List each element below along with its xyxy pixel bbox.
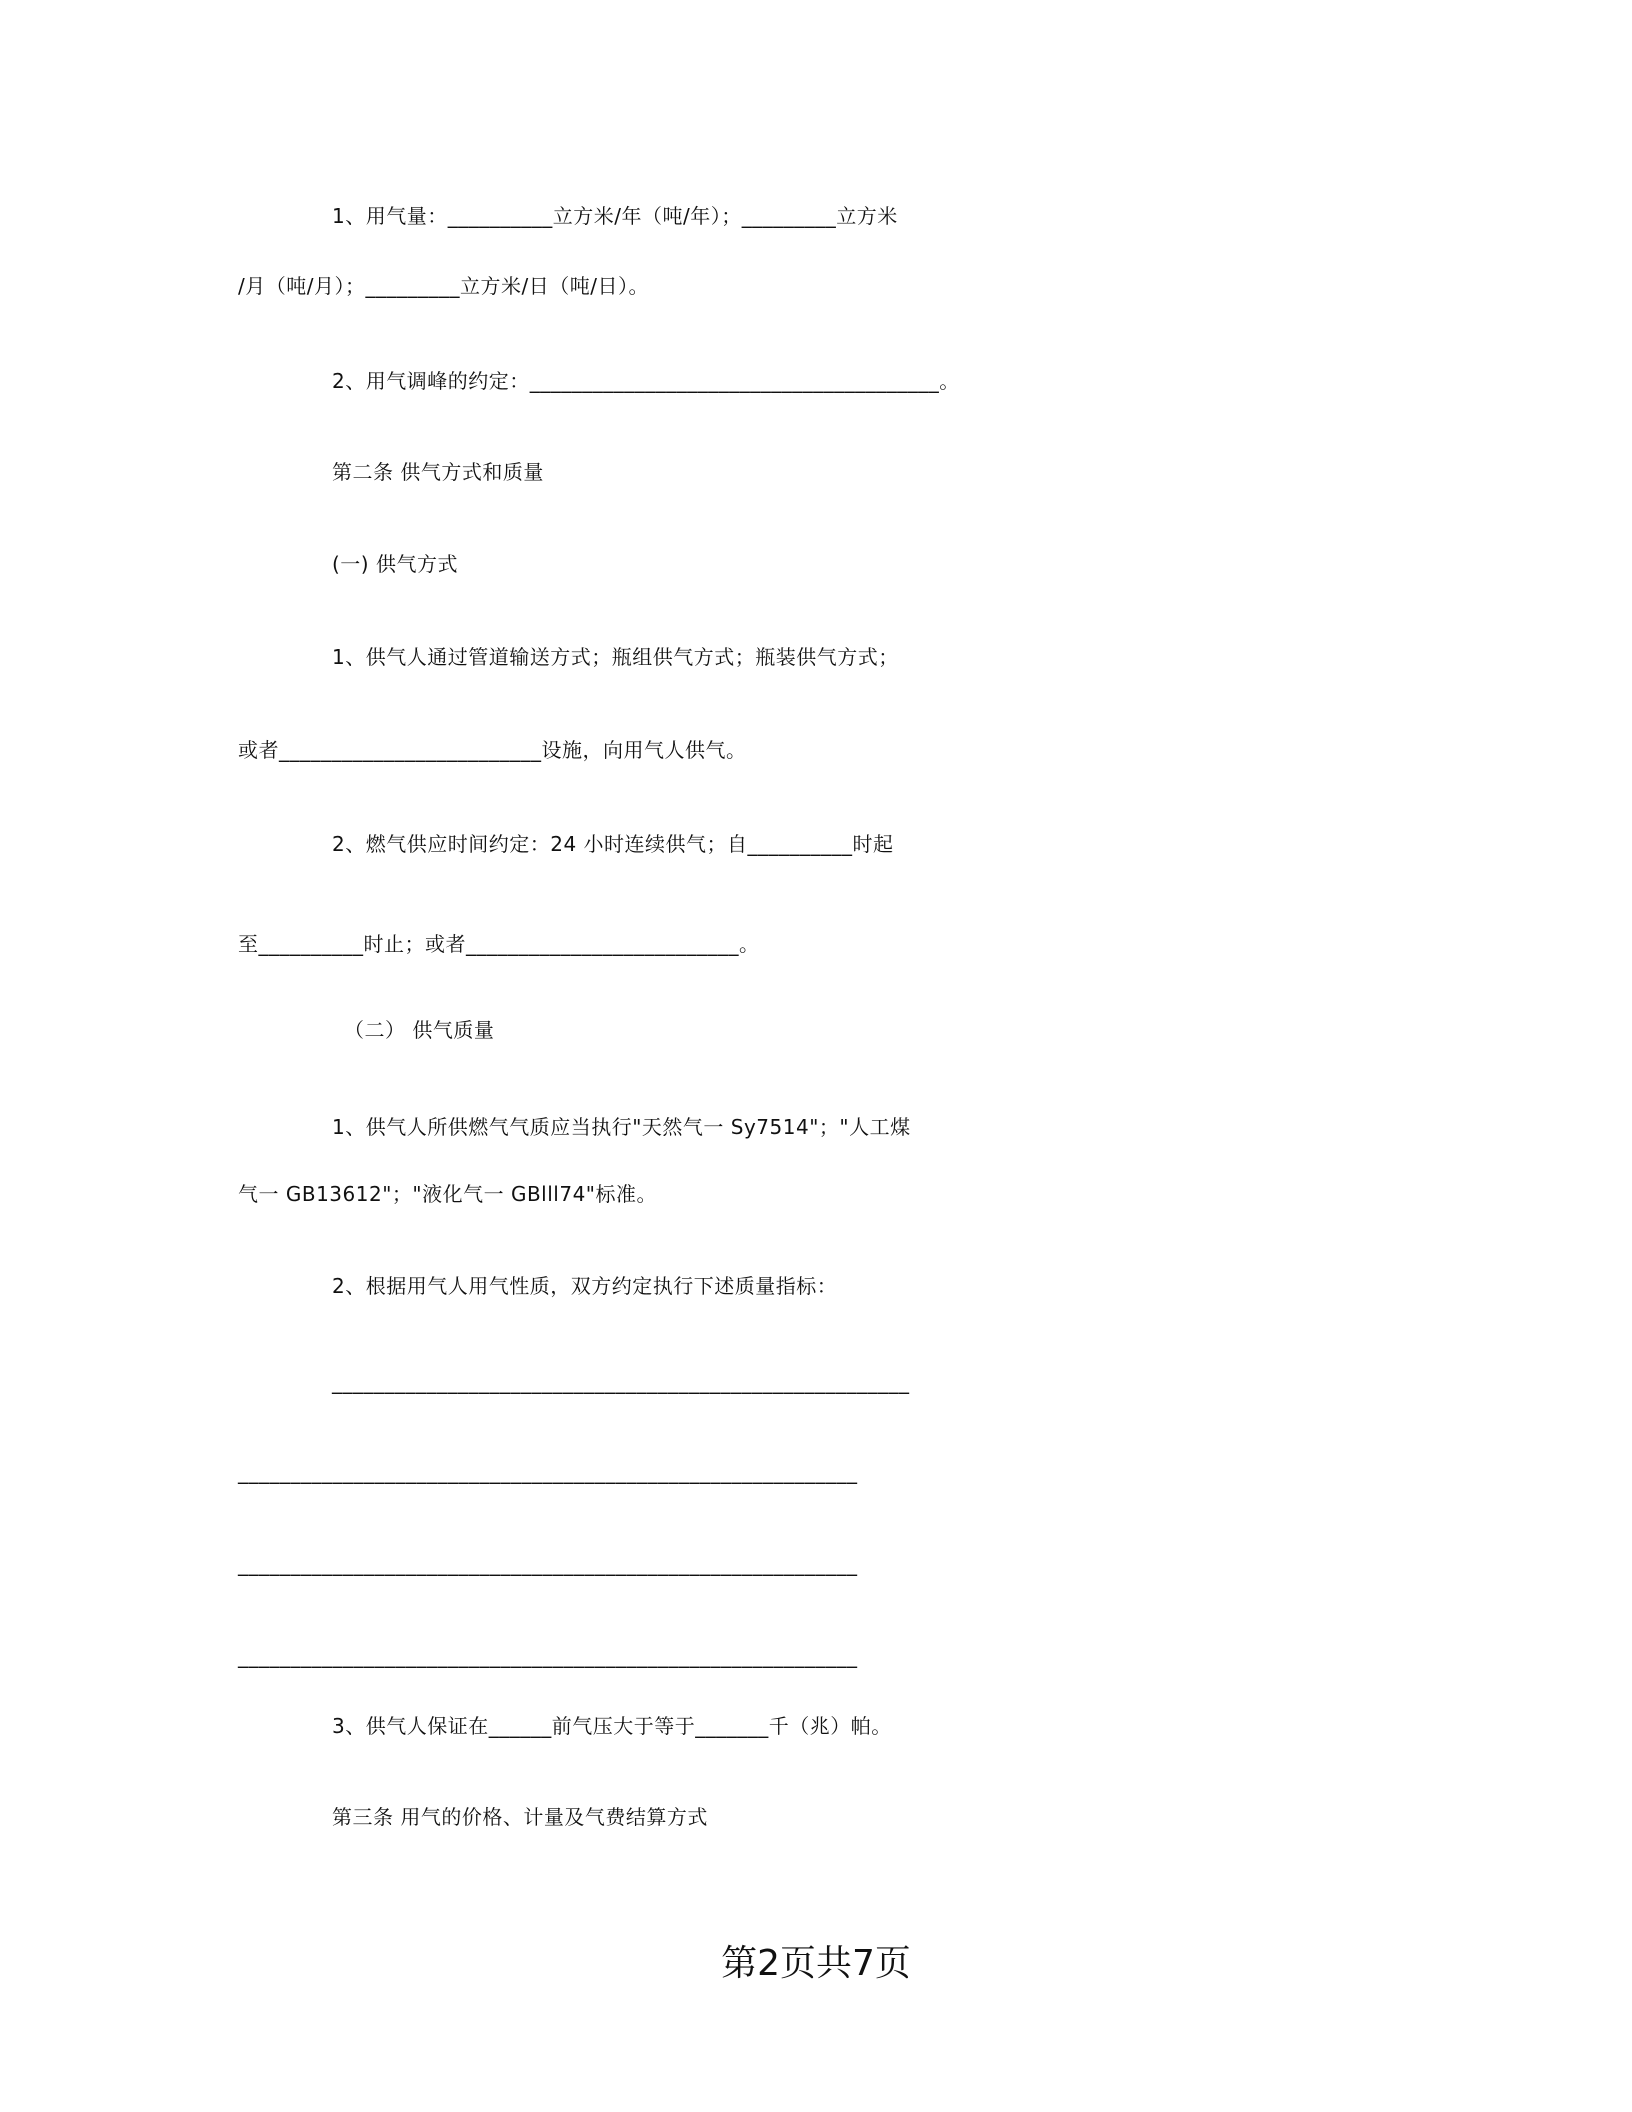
gas-volume-line-1: 1、用气量：__________立方米/年（吨/年）；_________立方米 bbox=[332, 204, 898, 228]
section-supply-quality-heading: （二） 供气质量 bbox=[344, 1018, 495, 1042]
article-2-heading: 第二条 供气方式和质量 bbox=[332, 460, 544, 484]
quality-standard-line-2: 气一 GB13612"；"液化气一 GBlll74"标准。 bbox=[238, 1182, 657, 1206]
supply-method-line-2: 或者_________________________设施，向用气人供气。 bbox=[238, 738, 747, 762]
blank-line-3: ___________________________________________________________ bbox=[238, 1552, 858, 1576]
article-3-heading: 第三条 用气的价格、计量及气费结算方式 bbox=[332, 1805, 708, 1829]
quality-index-line: 2、根据用气人用气性质，双方约定执行下述质量指标： bbox=[332, 1274, 838, 1298]
section-supply-method-heading: (一) 供气方式 bbox=[332, 552, 458, 576]
page-footer: 第2页共7页 bbox=[721, 1943, 911, 1984]
blank-line-2: ___________________________________________________________ bbox=[238, 1460, 858, 1484]
gas-volume-line-2: /月（吨/月）；_________立方米/日（吨/日）。 bbox=[238, 274, 649, 298]
quality-standard-line-1: 1、供气人所供燃气气质应当执行"天然气一 Sy7514"；"人工煤 bbox=[332, 1115, 911, 1139]
supply-method-line-1: 1、供气人通过管道输送方式；瓶组供气方式；瓶装供气方式； bbox=[332, 645, 899, 669]
blank-line-4: ___________________________________________________________ bbox=[238, 1644, 858, 1668]
supply-time-line-1: 2、燃气供应时间约定：24 小时连续供气；自__________时起 bbox=[332, 832, 894, 856]
blank-line-1: _______________________________________________________ bbox=[332, 1370, 910, 1394]
supply-time-line-2: 至__________时止；或者__________________________。 bbox=[238, 932, 760, 956]
peak-shaving-line: 2、用气调峰的约定：_______________________________________。 bbox=[332, 369, 960, 393]
pressure-guarantee-line: 3、供气人保证在______前气压大于等于_______千（兆）帕。 bbox=[332, 1714, 892, 1738]
